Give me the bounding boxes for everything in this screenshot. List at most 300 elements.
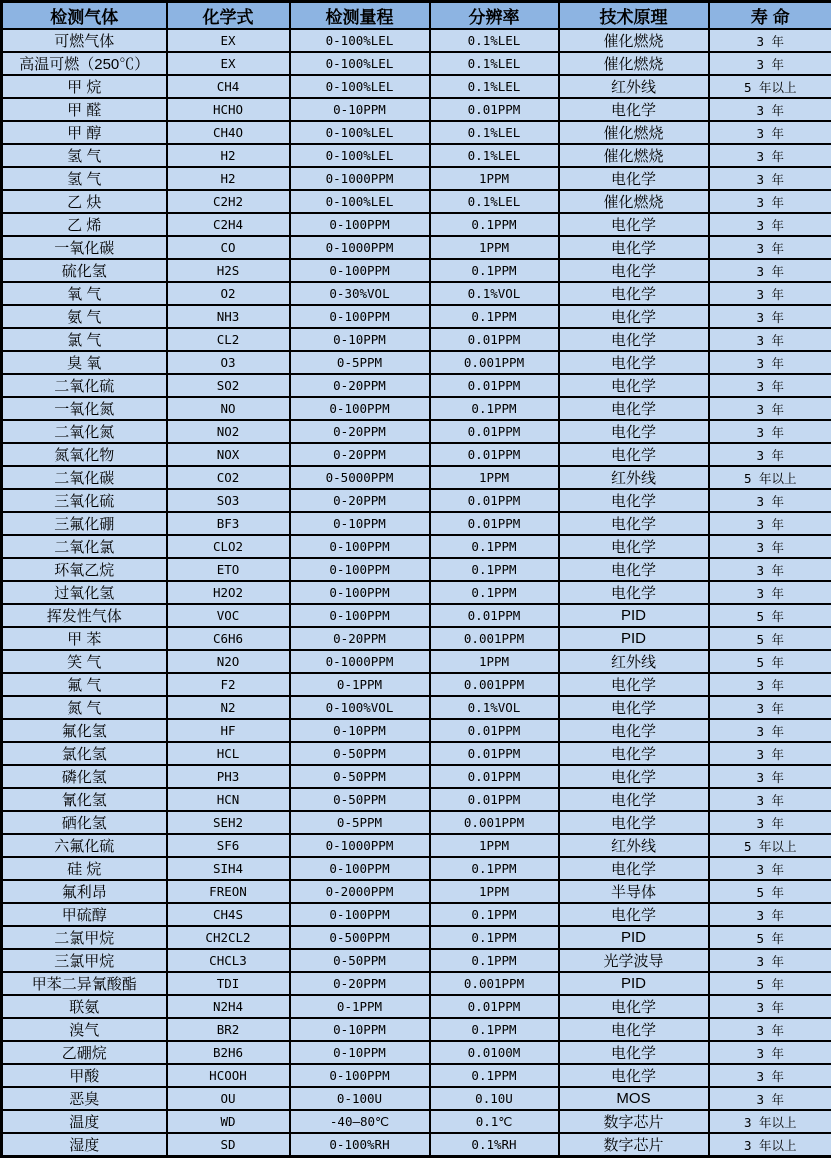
cell: 0-100%VOL (290, 696, 430, 719)
column-header: 技术原理 (559, 2, 709, 30)
cell: 0.1PPM (430, 1018, 559, 1041)
cell: 5 年 (709, 880, 831, 903)
table-row (2, 834, 831, 857)
cell: 3 年 (709, 29, 831, 52)
cell: CL2 (167, 328, 290, 351)
cell: HCOOH (167, 1064, 290, 1087)
cell: 1PPM (430, 167, 559, 190)
cell: HF (167, 719, 290, 742)
cell: 0-10PPM (290, 1041, 430, 1064)
table-row (2, 811, 831, 834)
cell: 硒化氢 (2, 811, 167, 834)
table-row (2, 351, 831, 374)
cell: 0.1PPM (430, 397, 559, 420)
cell: 湿度 (2, 1133, 167, 1157)
cell: 0.001PPM (430, 351, 559, 374)
table-row (2, 29, 831, 52)
cell: 0.1PPM (430, 903, 559, 926)
cell: 5 年 (709, 650, 831, 673)
cell: 0.001PPM (430, 972, 559, 995)
table-row (2, 627, 831, 650)
cell: 5 年以上 (709, 466, 831, 489)
cell: 电化学 (559, 765, 709, 788)
cell: 0.1PPM (430, 581, 559, 604)
cell: 0-100PPM (290, 581, 430, 604)
cell: 0.1℃ (430, 1110, 559, 1133)
cell: EX (167, 29, 290, 52)
cell: B2H6 (167, 1041, 290, 1064)
cell: ETO (167, 558, 290, 581)
cell: CO (167, 236, 290, 259)
cell: C2H4 (167, 213, 290, 236)
cell: BF3 (167, 512, 290, 535)
cell: 甲 醛 (2, 98, 167, 121)
table-row (2, 1041, 831, 1064)
table-row (2, 788, 831, 811)
cell: 3 年 (709, 788, 831, 811)
cell: 0-20PPM (290, 627, 430, 650)
cell: 0-100PPM (290, 259, 430, 282)
cell: 3 年 (709, 811, 831, 834)
cell: 3 年 (709, 742, 831, 765)
cell: 电化学 (559, 558, 709, 581)
table-row (2, 75, 831, 98)
cell: 三氧化硫 (2, 489, 167, 512)
cell: 氯 气 (2, 328, 167, 351)
cell: 催化燃烧 (559, 144, 709, 167)
cell: 六氟化硫 (2, 834, 167, 857)
cell: 0-20PPM (290, 374, 430, 397)
cell: 3 年 (709, 236, 831, 259)
cell: 氮氧化物 (2, 443, 167, 466)
cell: 0-50PPM (290, 788, 430, 811)
cell: 0-10PPM (290, 512, 430, 535)
cell: PID (559, 604, 709, 627)
cell: -40—80℃ (290, 1110, 430, 1133)
cell: 3 年 (709, 52, 831, 75)
cell: 氰化氢 (2, 788, 167, 811)
cell: C6H6 (167, 627, 290, 650)
cell: 0.001PPM (430, 627, 559, 650)
cell: 1PPM (430, 650, 559, 673)
cell: 3 年 (709, 581, 831, 604)
cell: SEH2 (167, 811, 290, 834)
table-row (2, 374, 831, 397)
cell: 氮 气 (2, 696, 167, 719)
cell: 0.01PPM (430, 374, 559, 397)
cell: 氧 气 (2, 282, 167, 305)
cell: WD (167, 1110, 290, 1133)
cell: 0-20PPM (290, 489, 430, 512)
cell: 电化学 (559, 788, 709, 811)
cell: 0.01PPM (430, 742, 559, 765)
table-row (2, 52, 831, 75)
cell: 过氧化氢 (2, 581, 167, 604)
cell: 0-1000PPM (290, 167, 430, 190)
cell: 电化学 (559, 696, 709, 719)
cell: 0-100%LEL (290, 144, 430, 167)
cell: 电化学 (559, 811, 709, 834)
cell: 电化学 (559, 328, 709, 351)
cell: 电化学 (559, 512, 709, 535)
cell: NH3 (167, 305, 290, 328)
table-row (2, 1087, 831, 1110)
cell: 3 年 (709, 995, 831, 1018)
table-row (2, 673, 831, 696)
cell: 臭 氧 (2, 351, 167, 374)
table-row (2, 190, 831, 213)
cell: FREON (167, 880, 290, 903)
cell: PID (559, 926, 709, 949)
table-row (2, 236, 831, 259)
cell: 3 年 (709, 98, 831, 121)
table-row (2, 604, 831, 627)
cell: 0.01PPM (430, 512, 559, 535)
cell: 环氧乙烷 (2, 558, 167, 581)
cell: 联氨 (2, 995, 167, 1018)
cell: NO2 (167, 420, 290, 443)
cell: 3 年 (709, 144, 831, 167)
cell: 3 年 (709, 443, 831, 466)
cell: 电化学 (559, 903, 709, 926)
cell: NOX (167, 443, 290, 466)
cell: 电化学 (559, 489, 709, 512)
cell: 3 年 (709, 719, 831, 742)
column-header: 检测气体 (2, 2, 167, 30)
cell: 5 年 (709, 604, 831, 627)
cell: 电化学 (559, 282, 709, 305)
cell: 0.1PPM (430, 305, 559, 328)
cell: 0.1%LEL (430, 144, 559, 167)
cell: 3 年 (709, 351, 831, 374)
cell: 3 年 (709, 1041, 831, 1064)
cell: 3 年 (709, 1018, 831, 1041)
cell: 3 年 (709, 857, 831, 880)
cell: 0-10PPM (290, 1018, 430, 1041)
cell: 电化学 (559, 259, 709, 282)
cell: 0.1PPM (430, 926, 559, 949)
cell: 0.1%LEL (430, 75, 559, 98)
table-row (2, 995, 831, 1018)
cell: CH4S (167, 903, 290, 926)
cell: 挥发性气体 (2, 604, 167, 627)
table-header (2, 2, 831, 30)
cell: 0.01PPM (430, 489, 559, 512)
cell: 氟 气 (2, 673, 167, 696)
cell: SO2 (167, 374, 290, 397)
cell: 二氧化氯 (2, 535, 167, 558)
table-row (2, 972, 831, 995)
cell: 氯化氢 (2, 742, 167, 765)
cell: 0.01PPM (430, 788, 559, 811)
cell: 0-10PPM (290, 719, 430, 742)
cell: O2 (167, 282, 290, 305)
cell: 3 年 (709, 903, 831, 926)
cell: 0-100%LEL (290, 121, 430, 144)
cell: 3 年 (709, 489, 831, 512)
cell: 甲 烷 (2, 75, 167, 98)
cell: 0-1000PPM (290, 236, 430, 259)
cell: 0.1%LEL (430, 52, 559, 75)
table-row (2, 144, 831, 167)
column-header: 寿 命 (709, 2, 831, 30)
cell: 数字芯片 (559, 1133, 709, 1157)
header-row (2, 2, 831, 30)
cell: 3 年 (709, 328, 831, 351)
cell: 催化燃烧 (559, 52, 709, 75)
cell: 0-1PPM (290, 995, 430, 1018)
cell: 恶臭 (2, 1087, 167, 1110)
cell: 氟利昂 (2, 880, 167, 903)
table-row (2, 466, 831, 489)
cell: 红外线 (559, 75, 709, 98)
table-row (2, 558, 831, 581)
cell: 3 年 (709, 420, 831, 443)
table-row (2, 489, 831, 512)
cell: 磷化氢 (2, 765, 167, 788)
cell: 电化学 (559, 995, 709, 1018)
cell: PID (559, 972, 709, 995)
cell: 甲硫醇 (2, 903, 167, 926)
cell: H2S (167, 259, 290, 282)
cell: 0.001PPM (430, 673, 559, 696)
cell: 电化学 (559, 535, 709, 558)
cell: 0-1000PPM (290, 650, 430, 673)
cell: 电化学 (559, 1064, 709, 1087)
cell: 0-1000PPM (290, 834, 430, 857)
table-row (2, 512, 831, 535)
cell: 0.01PPM (430, 328, 559, 351)
cell: 3 年 (709, 213, 831, 236)
table-body (2, 29, 831, 1157)
cell: 0.01PPM (430, 604, 559, 627)
cell: 红外线 (559, 650, 709, 673)
cell: 0-5PPM (290, 811, 430, 834)
cell: EX (167, 52, 290, 75)
cell: 0.0100M (430, 1041, 559, 1064)
table-row (2, 903, 831, 926)
table-row (2, 121, 831, 144)
cell: 电化学 (559, 581, 709, 604)
cell: 3 年 (709, 259, 831, 282)
cell: 3 年 (709, 1064, 831, 1087)
column-header: 检测量程 (290, 2, 430, 30)
cell: 一氧化碳 (2, 236, 167, 259)
cell: 0.1%LEL (430, 121, 559, 144)
table-row (2, 535, 831, 558)
cell: 溴气 (2, 1018, 167, 1041)
cell: 0-10PPM (290, 328, 430, 351)
table-row (2, 259, 831, 282)
table-row (2, 1064, 831, 1087)
cell: 0.001PPM (430, 811, 559, 834)
cell: 0-100%RH (290, 1133, 430, 1157)
cell: 数字芯片 (559, 1110, 709, 1133)
cell: 0.01PPM (430, 995, 559, 1018)
cell: C2H2 (167, 190, 290, 213)
cell: 0-100PPM (290, 213, 430, 236)
cell: 氢 气 (2, 167, 167, 190)
cell: HCHO (167, 98, 290, 121)
cell: 0.1%LEL (430, 29, 559, 52)
cell: F2 (167, 673, 290, 696)
cell: 0-100PPM (290, 604, 430, 627)
cell: 二氧化氮 (2, 420, 167, 443)
cell: 0-20PPM (290, 420, 430, 443)
cell: 1PPM (430, 466, 559, 489)
cell: 乙 烯 (2, 213, 167, 236)
cell: 0-100%LEL (290, 29, 430, 52)
cell: 电化学 (559, 1018, 709, 1041)
cell: 甲 醇 (2, 121, 167, 144)
table-row (2, 696, 831, 719)
cell: N2H4 (167, 995, 290, 1018)
cell: 0.1%VOL (430, 696, 559, 719)
cell: 甲酸 (2, 1064, 167, 1087)
cell: 1PPM (430, 880, 559, 903)
cell: TDI (167, 972, 290, 995)
cell: VOC (167, 604, 290, 627)
table-row (2, 1018, 831, 1041)
table-row (2, 1110, 831, 1133)
cell: 红外线 (559, 834, 709, 857)
table-row (2, 213, 831, 236)
cell: 笑 气 (2, 650, 167, 673)
cell: 3 年 (709, 949, 831, 972)
cell: 5 年以上 (709, 834, 831, 857)
cell: 3 年 (709, 558, 831, 581)
column-header: 化学式 (167, 2, 290, 30)
cell: 氟化氢 (2, 719, 167, 742)
cell: 3 年 (709, 190, 831, 213)
cell: 催化燃烧 (559, 121, 709, 144)
cell: 可燃气体 (2, 29, 167, 52)
cell: 电化学 (559, 213, 709, 236)
cell: 3 年 (709, 1087, 831, 1110)
cell: 3 年 (709, 121, 831, 144)
cell: 电化学 (559, 305, 709, 328)
table-row (2, 765, 831, 788)
cell: 光学波导 (559, 949, 709, 972)
cell: SF6 (167, 834, 290, 857)
cell: 电化学 (559, 351, 709, 374)
cell: 0.1PPM (430, 259, 559, 282)
cell: 0-2000PPM (290, 880, 430, 903)
cell: HCN (167, 788, 290, 811)
cell: 电化学 (559, 1041, 709, 1064)
cell: 0-20PPM (290, 443, 430, 466)
cell: HCL (167, 742, 290, 765)
cell: 温度 (2, 1110, 167, 1133)
cell: 0-100PPM (290, 1064, 430, 1087)
table-row (2, 926, 831, 949)
cell: N2O (167, 650, 290, 673)
cell: 0.1%LEL (430, 190, 559, 213)
cell: 3 年以上 (709, 1133, 831, 1157)
cell: 催化燃烧 (559, 29, 709, 52)
table-row (2, 650, 831, 673)
table-row (2, 880, 831, 903)
cell: 0-100PPM (290, 558, 430, 581)
cell: 0.01PPM (430, 719, 559, 742)
cell: MOS (559, 1087, 709, 1110)
cell: 0-5PPM (290, 351, 430, 374)
table-row (2, 857, 831, 880)
cell: PH3 (167, 765, 290, 788)
cell: 一氧化氮 (2, 397, 167, 420)
column-header: 分辨率 (430, 2, 559, 30)
cell: H2O2 (167, 581, 290, 604)
cell: 0-100PPM (290, 305, 430, 328)
cell: 三氯甲烷 (2, 949, 167, 972)
cell: 0-20PPM (290, 972, 430, 995)
cell: 0-100PPM (290, 535, 430, 558)
cell: 0.01PPM (430, 765, 559, 788)
cell: 3 年 (709, 673, 831, 696)
cell: H2 (167, 144, 290, 167)
cell: 电化学 (559, 443, 709, 466)
cell: 0-100PPM (290, 397, 430, 420)
cell: NO (167, 397, 290, 420)
cell: 乙硼烷 (2, 1041, 167, 1064)
table-row (2, 443, 831, 466)
table-row (2, 98, 831, 121)
cell: 乙 炔 (2, 190, 167, 213)
cell: CLO2 (167, 535, 290, 558)
cell: 高温可燃（250℃） (2, 52, 167, 75)
cell: 硫化氢 (2, 259, 167, 282)
table-row (2, 282, 831, 305)
cell: 5 年 (709, 926, 831, 949)
table-row (2, 328, 831, 351)
table-row (2, 1133, 831, 1157)
cell: 0.1%VOL (430, 282, 559, 305)
cell: SIH4 (167, 857, 290, 880)
cell: 0-100U (290, 1087, 430, 1110)
cell: 0.1PPM (430, 949, 559, 972)
cell: 0.1PPM (430, 558, 559, 581)
cell: 氨 气 (2, 305, 167, 328)
cell: 3 年 (709, 305, 831, 328)
cell: O3 (167, 351, 290, 374)
cell: 二氧化碳 (2, 466, 167, 489)
cell: BR2 (167, 1018, 290, 1041)
cell: 0-50PPM (290, 949, 430, 972)
cell: 甲苯二异氰酸酯 (2, 972, 167, 995)
cell: 氢 气 (2, 144, 167, 167)
cell: 0-100%LEL (290, 190, 430, 213)
cell: 0-10PPM (290, 98, 430, 121)
table-row (2, 949, 831, 972)
cell: 0-30%VOL (290, 282, 430, 305)
cell: 0-100PPM (290, 857, 430, 880)
cell: 0-1PPM (290, 673, 430, 696)
cell: 半导体 (559, 880, 709, 903)
cell: 0.1PPM (430, 535, 559, 558)
cell: 0-50PPM (290, 742, 430, 765)
cell: 3 年 (709, 397, 831, 420)
cell: N2 (167, 696, 290, 719)
cell: CH4 (167, 75, 290, 98)
cell: 二氯甲烷 (2, 926, 167, 949)
table-row (2, 167, 831, 190)
cell: 甲 苯 (2, 627, 167, 650)
cell: 电化学 (559, 167, 709, 190)
cell: 0.1PPM (430, 213, 559, 236)
cell: CO2 (167, 466, 290, 489)
cell: CH4O (167, 121, 290, 144)
cell: 电化学 (559, 420, 709, 443)
